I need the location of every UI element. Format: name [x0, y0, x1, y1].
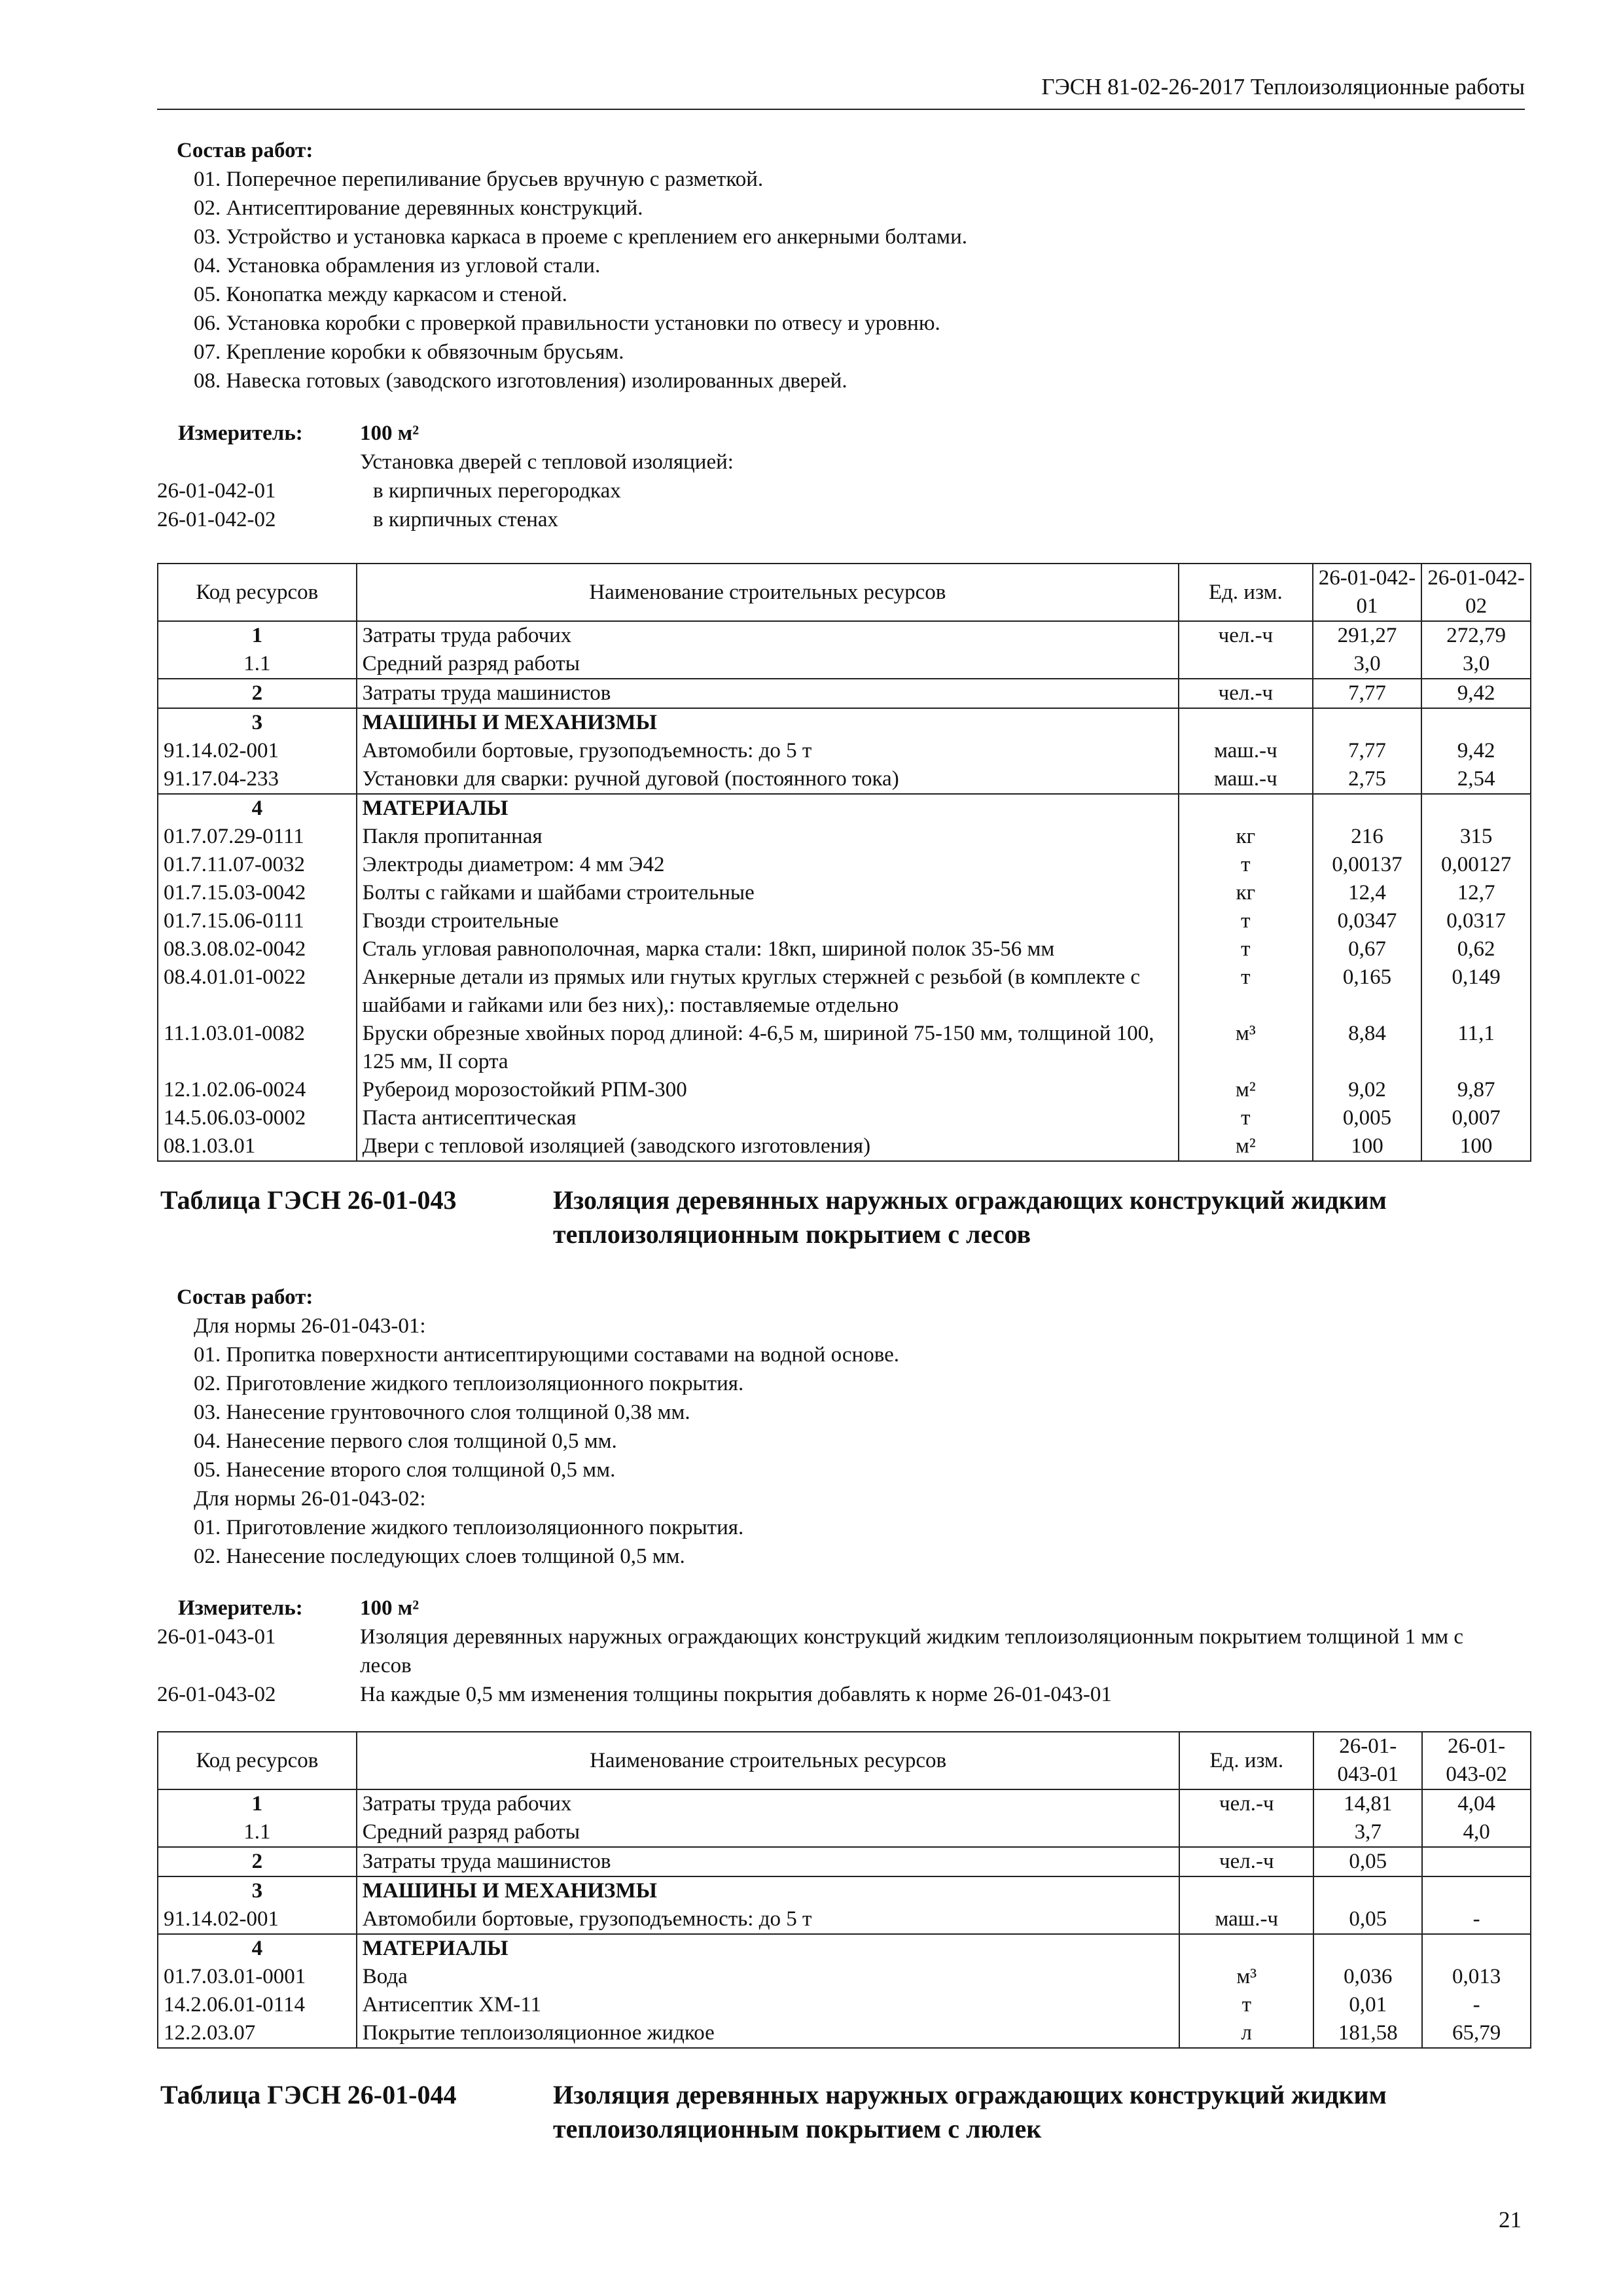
cell-unit: т [1179, 963, 1313, 1020]
cell-name: Паста антисептическая [357, 1104, 1179, 1132]
cell-norm-2: - [1422, 1991, 1531, 2019]
norm-code: 26-01-042-01 [157, 479, 276, 503]
cell-code: 3 [158, 1876, 357, 1905]
cell-name: Автомобили бортовые, грузоподъемность: до 5 т [357, 737, 1179, 765]
work-item: 01. Поперечное перепиливание брусьев вручную с разметкой. [194, 168, 764, 191]
cell-name: Затраты труда машинистов [357, 1847, 1180, 1876]
cell-norm-1: 8,84 [1313, 1020, 1422, 1076]
table-title-043 [160, 1183, 1535, 1251]
table-row [158, 879, 1531, 907]
work-item: 04. Нанесение первого слоя толщиной 0,5 мм. [194, 1429, 617, 1453]
measure-label: Измеритель: [178, 422, 303, 445]
cell-code: 4 [158, 1934, 357, 1963]
norm-text: Изоляция деревянных наружных ограждающих конструкций жидким теплоизоляционным покрытием толщиной 1 мм с лесов [360, 1625, 1464, 1677]
cell-code: 91.17.04-233 [158, 765, 357, 794]
cell-norm-2: - [1422, 1905, 1531, 1934]
cell-norm-1: 7,77 [1313, 679, 1422, 708]
table-row [158, 708, 1531, 737]
cell-norm-2: 9,42 [1421, 737, 1531, 765]
header-code: Код ресурсов [158, 564, 357, 621]
work-item: 02. Приготовление жидкого теплоизоляционного покрытия. [194, 1372, 744, 1395]
works-list-043 [177, 1283, 1525, 1571]
cell-norm-2: 12,7 [1421, 879, 1531, 907]
cell-unit [1179, 1934, 1313, 1963]
cell-norm-1: 3,0 [1313, 650, 1422, 679]
measure-block-042 [157, 419, 1531, 534]
cell-code: 91.14.02-001 [158, 1905, 357, 1934]
measure-block-043 [157, 1594, 1531, 1709]
cell-unit: чел.-ч [1179, 1789, 1313, 1818]
cell-code: 14.2.06.01-0114 [158, 1991, 357, 2019]
table-row [158, 650, 1531, 679]
table-header-row [158, 564, 1531, 621]
table-row [158, 963, 1531, 1020]
work-item: 04. Установка обрамления из угловой стали. [194, 254, 601, 278]
cell-norm-2: 2,54 [1421, 765, 1531, 794]
work-item: 01. Пропитка поверхности антисептирующими составами на водной основе. [194, 1343, 899, 1367]
cell-norm-2: 272,79 [1421, 621, 1531, 650]
cell-unit: л [1179, 2019, 1313, 2048]
cell-norm-1 [1313, 1934, 1422, 1963]
table-row [158, 1789, 1531, 1818]
cell-code: 2 [158, 1847, 357, 1876]
cell-name: Двери с тепловой изоляцией (заводского изготовления) [357, 1132, 1179, 1161]
measure-label: Измеритель: [178, 1596, 303, 1620]
cell-code: 1.1 [158, 1818, 357, 1847]
table-row [158, 737, 1531, 765]
header-code: Код ресурсов [158, 1732, 357, 1789]
cell-code: 01.7.15.03-0042 [158, 879, 357, 907]
cell-norm-2: 100 [1421, 1132, 1531, 1161]
cell-norm-1: 3,7 [1313, 1818, 1422, 1847]
cell-unit: т [1179, 935, 1313, 963]
table-row [158, 1876, 1531, 1905]
cell-norm-1: 14,81 [1313, 1789, 1422, 1818]
cell-name: МАТЕРИАЛЫ [357, 794, 1179, 823]
cell-norm-1 [1313, 794, 1422, 823]
resources-table-043 [157, 1731, 1531, 2049]
work-item: 06. Установка коробки с проверкой правильности установки по отвесу и уровню. [194, 312, 940, 335]
cell-norm-1: 9,02 [1313, 1076, 1422, 1104]
table-row [158, 1076, 1531, 1104]
cell-code: 1 [158, 621, 357, 650]
cell-norm-1: 0,01 [1313, 1991, 1422, 2019]
work-item: 02. Антисептирование деревянных конструкций. [194, 196, 643, 220]
cell-name: Антисептик ХМ-11 [357, 1991, 1180, 2019]
table-row [158, 765, 1531, 794]
header-norm-2: 26-01-042-02 [1421, 564, 1531, 621]
work-item: 05. Нанесение второго слоя толщиной 0,5 мм. [194, 1458, 616, 1482]
cell-unit: т [1179, 907, 1313, 935]
cell-code: 08.4.01.01-0022 [158, 963, 357, 1020]
table-row [158, 1934, 1531, 1963]
header-unit: Ед. изм. [1179, 1732, 1313, 1789]
norm-text: На каждые 0,5 мм изменения толщины покрытия добавлять к норме 26-01-043-01 [360, 1683, 1112, 1706]
cell-unit [1179, 1876, 1313, 1905]
cell-name: Вода [357, 1963, 1180, 1991]
table-number: Таблица ГЭСН 26-01-044 [160, 2080, 457, 2109]
work-item: 01. Приготовление жидкого теплоизоляционного покрытия. [194, 1516, 744, 1539]
cell-norm-2: 3,0 [1421, 650, 1531, 679]
cell-code: 1 [158, 1789, 357, 1818]
measure-description: Установка дверей с тепловой изоляцией: [360, 450, 734, 474]
cell-norm-2 [1421, 708, 1531, 737]
cell-name: Болты с гайками и шайбами строительные [357, 879, 1179, 907]
cell-unit: маш.-ч [1179, 737, 1313, 765]
norm-code: 26-01-042-02 [157, 508, 276, 531]
cell-norm-1 [1313, 1876, 1422, 1905]
page-number: 21 [1499, 2207, 1522, 2233]
cell-norm-2 [1421, 794, 1531, 823]
cell-norm-2: 0,62 [1421, 935, 1531, 963]
table-row [158, 851, 1531, 879]
cell-norm-1: 0,005 [1313, 1104, 1422, 1132]
cell-unit: маш.-ч [1179, 1905, 1313, 1934]
cell-norm-2: 9,87 [1421, 1076, 1531, 1104]
work-item: 02. Нанесение последующих слоев толщиной 0,5 мм. [194, 1545, 685, 1568]
table-name: Изоляция деревянных наружных ограждающих конструкций жидким теплоизоляционным покрытием с лесов [553, 1185, 1387, 1249]
cell-name: Бруски обрезные хвойных пород длиной: 4-6,5 м, шириной 75-150 мм, толщиной 100, 125 мм, II сорта [357, 1020, 1179, 1076]
cell-code: 08.3.08.02-0042 [158, 935, 357, 963]
cell-unit: м³ [1179, 1963, 1313, 1991]
cell-norm-1: 0,165 [1313, 963, 1422, 1020]
measure-value: 100 м² [360, 1596, 419, 1620]
cell-name: Установки для сварки: ручной дуговой (постоянного тока) [357, 765, 1179, 794]
header-norm-2: 26-01-043-02 [1422, 1732, 1531, 1789]
header-name: Наименование строительных ресурсов [357, 564, 1179, 621]
table-row [158, 1132, 1531, 1161]
cell-unit: кг [1179, 823, 1313, 851]
cell-code: 1.1 [158, 650, 357, 679]
cell-norm-1 [1313, 708, 1422, 737]
cell-norm-1: 0,67 [1313, 935, 1422, 963]
cell-unit: т [1179, 1991, 1313, 2019]
table-name: Изоляция деревянных наружных ограждающих конструкций жидким теплоизоляционным покрытием с люлек [553, 2080, 1387, 2144]
cell-norm-1: 0,05 [1313, 1905, 1422, 1934]
norm-code: 26-01-043-02 [157, 1683, 276, 1706]
cell-norm-1: 7,77 [1313, 737, 1422, 765]
table-row [158, 935, 1531, 963]
cell-name: Электроды диаметром: 4 мм Э42 [357, 851, 1179, 879]
norm-code: 26-01-043-01 [157, 1625, 276, 1649]
cell-norm-1: 291,27 [1313, 621, 1422, 650]
table-header-row [158, 1732, 1531, 1789]
cell-norm-1: 0,05 [1313, 1847, 1422, 1876]
cell-name: Анкерные детали из прямых или гнутых круглых стержней с резьбой (в комплекте с шайбами и гайками или без них),: поставляемые отдельно [357, 963, 1179, 1020]
cell-code: 14.5.06.03-0002 [158, 1104, 357, 1132]
cell-norm-2: 11,1 [1421, 1020, 1531, 1076]
cell-unit [1179, 708, 1313, 737]
table-number: Таблица ГЭСН 26-01-043 [160, 1185, 457, 1215]
cell-code: 91.14.02-001 [158, 737, 357, 765]
page-header: ГЭСН 81-02-26-2017 Теплоизоляционные работы [157, 71, 1525, 110]
header-norm-1: 26-01-043-01 [1313, 1732, 1422, 1789]
table-row [158, 1991, 1531, 2019]
cell-norm-1: 181,58 [1313, 2019, 1422, 2048]
cell-norm-2: 0,00127 [1421, 851, 1531, 879]
cell-norm-2: 65,79 [1422, 2019, 1531, 2048]
header-norm-1: 26-01-042-01 [1313, 564, 1422, 621]
measure-value: 100 м² [360, 422, 419, 445]
cell-norm-2: 315 [1421, 823, 1531, 851]
cell-name: Пакля пропитанная [357, 823, 1179, 851]
cell-name: Рубероид морозостойкий РПМ-300 [357, 1076, 1179, 1104]
cell-unit: м² [1179, 1076, 1313, 1104]
cell-norm-1: 0,00137 [1313, 851, 1422, 879]
cell-unit [1179, 1818, 1313, 1847]
cell-code: 01.7.07.29-0111 [158, 823, 357, 851]
work-item: 08. Навеска готовых (заводского изготовления) изолированных дверей. [194, 369, 847, 393]
cell-norm-1: 2,75 [1313, 765, 1422, 794]
cell-code: 3 [158, 708, 357, 737]
cell-norm-2: 0,007 [1421, 1104, 1531, 1132]
works-title: Состав работ: [177, 139, 313, 162]
cell-name: МАТЕРИАЛЫ [357, 1934, 1180, 1963]
cell-norm-1: 0,036 [1313, 1963, 1422, 1991]
cell-name: МАШИНЫ И МЕХАНИЗМЫ [357, 1876, 1180, 1905]
table-row [158, 1020, 1531, 1076]
table-row [158, 1847, 1531, 1876]
cell-name: Затраты труда рабочих [357, 621, 1179, 650]
cell-norm-1: 100 [1313, 1132, 1422, 1161]
cell-name: Сталь угловая равнополочная, марка стали: 18кп, шириной полок 35-56 мм [357, 935, 1179, 963]
cell-code: 12.1.02.06-0024 [158, 1076, 357, 1104]
cell-name: Затраты труда машинистов [357, 679, 1179, 708]
cell-norm-2: 0,0317 [1421, 907, 1531, 935]
cell-norm-2: 4,0 [1422, 1818, 1531, 1847]
work-item: 07. Крепление коробки к обвязочным брусьям. [194, 340, 624, 364]
cell-unit: т [1179, 851, 1313, 879]
cell-code: 2 [158, 679, 357, 708]
cell-code: 08.1.03.01 [158, 1132, 357, 1161]
cell-code: 01.7.11.07-0032 [158, 851, 357, 879]
cell-code: 4 [158, 794, 357, 823]
cell-norm-2: 4,04 [1422, 1789, 1531, 1818]
cell-norm-2: 0,013 [1422, 1963, 1531, 1991]
cell-norm-2 [1422, 1876, 1531, 1905]
table-row [158, 1963, 1531, 1991]
cell-unit: чел.-ч [1179, 621, 1313, 650]
norm-text: в кирпичных стенах [373, 508, 559, 531]
cell-code: 12.2.03.07 [158, 2019, 357, 2048]
cell-unit [1179, 650, 1313, 679]
header-name: Наименование строительных ресурсов [357, 1732, 1180, 1789]
cell-code: 11.1.03.01-0082 [158, 1020, 357, 1076]
table-row [158, 1905, 1531, 1934]
table-row [158, 1818, 1531, 1847]
cell-name: Автомобили бортовые, грузоподъемность: до 5 т [357, 1905, 1180, 1934]
table-row [158, 794, 1531, 823]
works-list-042 [177, 136, 1525, 395]
cell-norm-1: 216 [1313, 823, 1422, 851]
cell-unit: кг [1179, 879, 1313, 907]
header-unit: Ед. изм. [1179, 564, 1313, 621]
cell-unit: м² [1179, 1132, 1313, 1161]
works-title: Состав работ: [177, 1285, 313, 1309]
cell-unit: т [1179, 1104, 1313, 1132]
norm-text: в кирпичных перегородках [373, 479, 621, 503]
work-item: 03. Нанесение грунтовочного слоя толщиной 0,38 мм. [194, 1401, 690, 1424]
cell-unit: м³ [1179, 1020, 1313, 1076]
cell-name: Средний разряд работы [357, 650, 1179, 679]
table-row [158, 2019, 1531, 2048]
cell-unit: чел.-ч [1179, 679, 1313, 708]
cell-name: Средний разряд работы [357, 1818, 1180, 1847]
cell-name: МАШИНЫ И МЕХАНИЗМЫ [357, 708, 1179, 737]
table-row [158, 1104, 1531, 1132]
cell-code: 01.7.15.06-0111 [158, 907, 357, 935]
cell-unit: маш.-ч [1179, 765, 1313, 794]
cell-name: Покрытие теплоизоляционное жидкое [357, 2019, 1180, 2048]
table-row [158, 907, 1531, 935]
cell-unit [1179, 794, 1313, 823]
work-item: Для нормы 26-01-043-01: [194, 1314, 426, 1338]
table-title-044 [160, 2078, 1535, 2146]
work-item: 03. Устройство и установка каркаса в проеме с креплением его анкерными болтами. [194, 225, 967, 249]
table-row [158, 679, 1531, 708]
table-row [158, 823, 1531, 851]
cell-norm-2: 9,42 [1421, 679, 1531, 708]
cell-norm-2 [1422, 1934, 1531, 1963]
resources-table-042 [157, 563, 1531, 1162]
cell-norm-1: 0,0347 [1313, 907, 1422, 935]
cell-name: Затраты труда рабочих [357, 1789, 1180, 1818]
cell-unit: чел.-ч [1179, 1847, 1313, 1876]
cell-norm-2 [1422, 1847, 1531, 1876]
work-item: Для нормы 26-01-043-02: [194, 1487, 426, 1511]
work-item: 05. Конопатка между каркасом и стеной. [194, 283, 567, 306]
cell-name: Гвозди строительные [357, 907, 1179, 935]
table-row [158, 621, 1531, 650]
cell-code: 01.7.03.01-0001 [158, 1963, 357, 1991]
cell-norm-2: 0,149 [1421, 963, 1531, 1020]
cell-norm-1: 12,4 [1313, 879, 1422, 907]
